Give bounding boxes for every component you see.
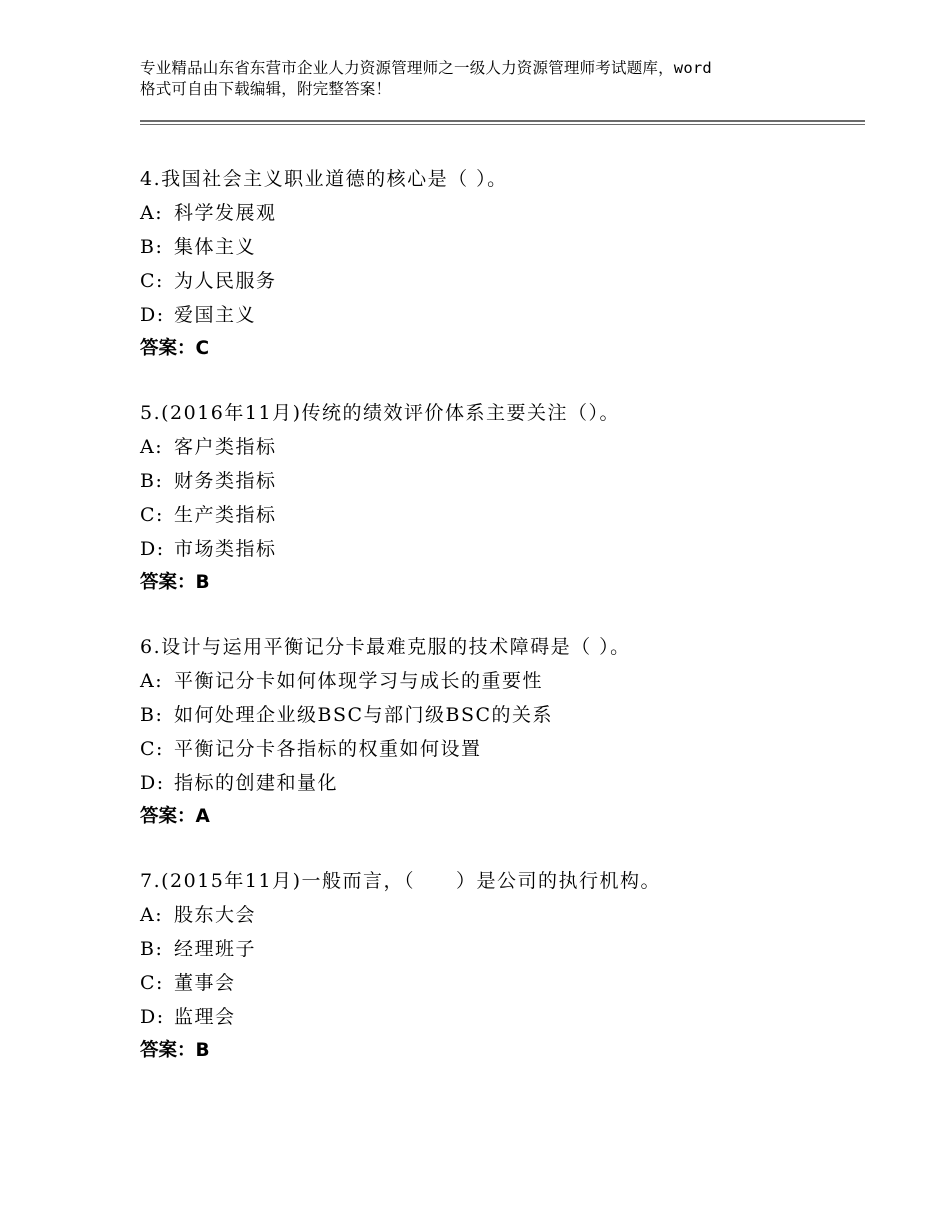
- option-text: 指标的创建和量化: [174, 772, 339, 794]
- option-letter: D:: [140, 538, 165, 560]
- header-title-line-2: 格式可自由下载编辑，附完整答案！: [140, 80, 392, 98]
- question-list: [140, 162, 860, 1098]
- option-letter: D:: [140, 304, 165, 326]
- option-text: 平衡记分卡各指标的权重如何设置: [174, 738, 482, 760]
- answer-line: 答案：C: [140, 338, 210, 359]
- document-header: [140, 58, 830, 100]
- option-d: [140, 298, 860, 332]
- option-a: [140, 196, 860, 230]
- answer-line: 答案：B: [140, 572, 210, 593]
- option-a: [140, 664, 860, 698]
- option-letter: A:: [140, 904, 164, 926]
- option-text: 生产类指标: [174, 504, 277, 526]
- option-letter: C:: [140, 270, 164, 292]
- option-letter: A:: [140, 436, 164, 458]
- option-c: [140, 264, 860, 298]
- question-7: [140, 864, 860, 1068]
- header-divider-thick: [140, 120, 865, 122]
- option-letter: A:: [140, 670, 164, 692]
- option-text: 监理会: [174, 1006, 236, 1028]
- question-5: [140, 396, 860, 600]
- answer-line: 答案：A: [140, 806, 210, 827]
- option-c: [140, 732, 860, 766]
- answer-line: 答案：B: [140, 1040, 210, 1061]
- option-a: [140, 898, 860, 932]
- option-letter: D:: [140, 1006, 165, 1028]
- option-letter: B:: [140, 704, 164, 726]
- option-letter: B:: [140, 236, 164, 258]
- option-letter: A:: [140, 202, 164, 224]
- option-d: [140, 1000, 860, 1034]
- option-text: 财务类指标: [174, 470, 277, 492]
- question-stem: 6.设计与运用平衡记分卡最难克服的技术障碍是（ ）。: [140, 636, 631, 658]
- option-b: [140, 698, 860, 732]
- question-stem: 4.我国社会主义职业道德的核心是（ ）。: [140, 168, 508, 190]
- option-letter: C:: [140, 504, 164, 526]
- question-6: [140, 630, 860, 834]
- option-text: 客户类指标: [174, 436, 277, 458]
- option-text: 股东大会: [174, 904, 257, 926]
- option-d: [140, 766, 860, 800]
- question-stem: 5.(2016年11月)传统的绩效评价体系主要关注（）。: [140, 402, 620, 424]
- option-c: [140, 966, 860, 1000]
- option-text: 平衡记分卡如何体现学习与成长的重要性: [174, 670, 544, 692]
- option-text: 市场类指标: [174, 538, 277, 560]
- option-b: [140, 230, 860, 264]
- header-divider-thin: [140, 124, 865, 125]
- option-text: 科学发展观: [174, 202, 277, 224]
- option-letter: B:: [140, 938, 164, 960]
- option-letter: B:: [140, 470, 164, 492]
- option-text: 为人民服务: [174, 270, 277, 292]
- option-text: 爱国主义: [174, 304, 257, 326]
- question-4: [140, 162, 860, 366]
- option-text: 董事会: [174, 972, 236, 994]
- option-letter: D:: [140, 772, 165, 794]
- question-stem: 7.(2015年11月)一般而言，（ ）是公司的执行机构。: [140, 870, 661, 892]
- option-b: [140, 932, 860, 966]
- option-d: [140, 532, 860, 566]
- option-b: [140, 464, 860, 498]
- option-c: [140, 498, 860, 532]
- header-title-line-1: 专业精品山东省东营市企业人力资源管理师之一级人力资源管理师考试题库，word: [140, 59, 712, 77]
- option-a: [140, 430, 860, 464]
- option-letter: C:: [140, 972, 164, 994]
- option-letter: C:: [140, 738, 164, 760]
- option-text: 如何处理企业级BSC与部门级BSC的关系: [174, 704, 554, 726]
- option-text: 集体主义: [174, 236, 257, 258]
- option-text: 经理班子: [174, 938, 257, 960]
